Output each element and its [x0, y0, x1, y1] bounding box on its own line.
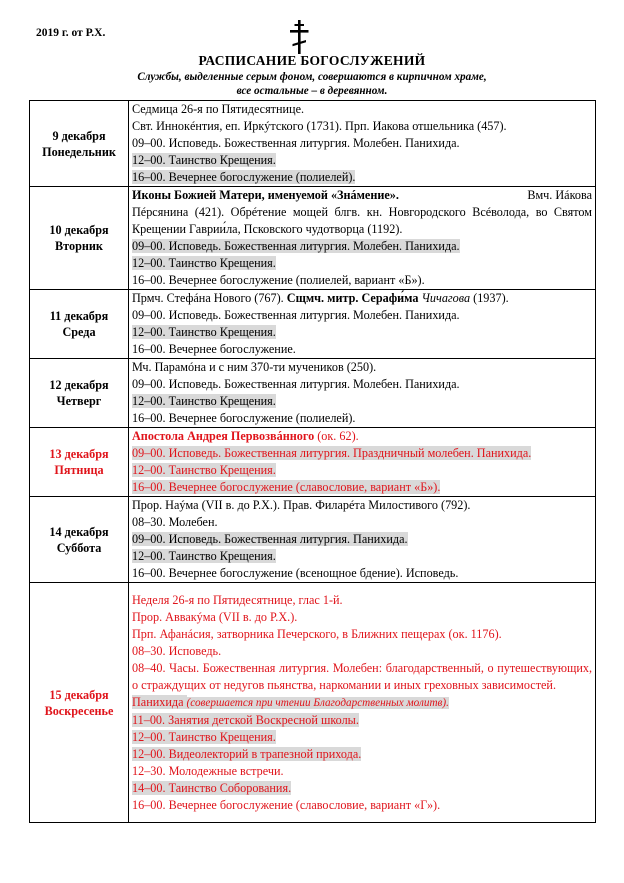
services-cell: [129, 583, 596, 823]
page-subtitle: [60, 70, 564, 98]
service-line: 12–00. Таинство Крещения.: [132, 729, 276, 744]
service-line: 16–00. Вечернее богослужение (всенощное бдение). Исповедь.: [132, 566, 459, 580]
day-weekday: Среда: [62, 325, 96, 339]
service-line: Панихида (совершается при чтении Благодарственных молитв).: [132, 694, 449, 709]
day-weekday: Пятница: [54, 463, 104, 477]
table-row: [30, 290, 596, 359]
service-line: Неделя 26-я по Пятидесятнице, глас 1-й.: [132, 592, 343, 607]
service-line: 16–00. Вечернее богослужение (полиелей, вариант «Б»).: [132, 273, 425, 287]
service-line: 09–00. Исповедь. Божественная литургия. Панихида.: [132, 532, 408, 546]
service-line: 12–00. Таинство Крещения.: [132, 325, 276, 339]
table-row: [30, 497, 596, 583]
services-cell: [129, 428, 596, 497]
service-line: 09–00. Исповедь. Божественная литургия. Молебен. Панихида.: [132, 308, 460, 322]
service-line: 16–00. Вечернее богослужение.: [132, 342, 296, 356]
day-date: 13 декабря: [49, 447, 109, 461]
day-weekday: Суббота: [56, 540, 102, 555]
service-line: Седмица 26-я по Пятидесятнице.: [132, 102, 305, 116]
service-line: 09–00. Исповедь. Божественная литургия. Молебен. Панихида.: [132, 377, 460, 391]
service-line: 09–00. Исповедь. Божественная литургия. Молебен. Панихида.: [132, 239, 460, 253]
service-line: Прп. Афанáсия, затворника Печерского, в Ближних пещерах (ок. 1176).: [132, 626, 502, 641]
service-line: 12–00. Таинство Крещения.: [132, 394, 276, 408]
services-cell: [129, 497, 596, 583]
service-line: 12–30. Молодежные встречи.: [132, 763, 284, 778]
day-cell: [30, 497, 129, 583]
service-line: Прор. Наýма (VII в. до Р.Х.). Прав. Филарéта Милостивого (792).: [132, 498, 471, 512]
service-line: Апостола Андрея Первозвáнного (ок. 62).: [132, 429, 359, 443]
service-line: Пéрсянина (421). Обрéтение мощей блгв. кн. Новгородского Всéволода, во Святом Крещении Гаврии́ла, Псковского чудотворца (1192).: [132, 205, 592, 236]
day-weekday: Вторник: [55, 239, 103, 253]
table-row: [30, 187, 596, 290]
service-line: 12–00. Таинство Крещения.: [132, 256, 276, 270]
day-weekday: Четверг: [56, 394, 102, 408]
service-line: Иконы Божией Матери, именуемой «Знáмение». Вмч. Иáкова: [132, 188, 592, 202]
service-line: 16–00. Вечернее богослужение (полиелей).: [132, 411, 356, 425]
day-date: 12 декабря: [49, 378, 109, 392]
service-line: Прор. Аввакýма (VII в. до Р.Х.).: [132, 609, 298, 624]
service-line: 12–00. Таинство Крещения.: [132, 153, 276, 167]
year-label: 2019 г. от Р.Х.: [36, 27, 106, 39]
day-cell: [30, 583, 129, 823]
orthodox-cross-icon: [288, 20, 310, 54]
page-title: РАСПИСАНИЕ БОГОСЛУЖЕНИЙ: [198, 53, 426, 68]
day-weekday: Воскресенье: [44, 703, 114, 718]
service-line: 12–00. Таинство Крещения.: [132, 549, 276, 563]
day-date: 15 декабря: [49, 687, 109, 702]
service-line: 16–00. Вечернее богослужение (славословие, вариант «Г»).: [132, 797, 441, 812]
day-cell: [30, 187, 129, 290]
service-line: 12–00. Видеолекторий в трапезной прихода.: [132, 746, 362, 761]
service-line: 09–00. Исповедь. Божественная литургия. Праздничный молебен. Панихида.: [132, 446, 532, 460]
services-cell: [129, 359, 596, 428]
table-row: [30, 101, 596, 187]
service-line: 16–00. Вечернее богослужение (полиелей).: [132, 170, 356, 184]
service-line: 09–00. Исповедь. Божественная литургия. Молебен. Панихида.: [132, 136, 460, 150]
service-line: 08–40. Часы. Божественная литургия. Молебен: благодарственный, о путешествующих, о страждущих от недугов пьянства, наркомании и иных греховных зависимостей.: [132, 660, 592, 692]
day-cell: [30, 428, 129, 497]
subtitle-line-2: все остальные – в деревянном.: [236, 85, 388, 97]
service-line: 11–00. Занятия детской Воскресной школы.: [132, 712, 359, 727]
day-date: 11 декабря: [49, 309, 109, 323]
services-cell: [129, 187, 596, 290]
services-cell: [129, 290, 596, 359]
day-date: 9 декабря: [52, 128, 106, 143]
table-row: [30, 428, 596, 497]
day-cell: [30, 290, 129, 359]
day-cell: [30, 101, 129, 187]
service-line: 12–00. Таинство Крещения.: [132, 463, 276, 477]
services-cell: [129, 101, 596, 187]
day-weekday: Понедельник: [42, 144, 116, 159]
table-row: [30, 583, 596, 823]
service-line: 16–00. Вечернее богослужение (славословие, вариант «Б»).: [132, 480, 441, 494]
table-row: [30, 359, 596, 428]
service-line: 08–30. Исповедь.: [132, 643, 222, 658]
service-line: 08–30. Молебен.: [132, 515, 218, 529]
subtitle-line-1: Службы, выделенные серым фоном, совершаются в кирпичном храме,: [137, 71, 487, 83]
service-line: Свт. Иннокéнтия, еп. Иркýтского (1731). Прп. Иакова отшельника (457).: [132, 119, 507, 133]
schedule-table: [29, 100, 596, 823]
day-date: 10 декабря: [49, 223, 109, 237]
day-cell: [30, 359, 129, 428]
service-line: 14–00. Таинство Соборования.: [132, 780, 292, 795]
day-date: 14 декабря: [49, 524, 109, 539]
service-line: Прмч. Стефáна Нового (767). Сщмч. митр. Серафи́ма Чичагова (1937).: [132, 291, 509, 305]
service-line: Мч. Парамóна и с ним 370-ти мучеников (250).: [132, 360, 377, 374]
